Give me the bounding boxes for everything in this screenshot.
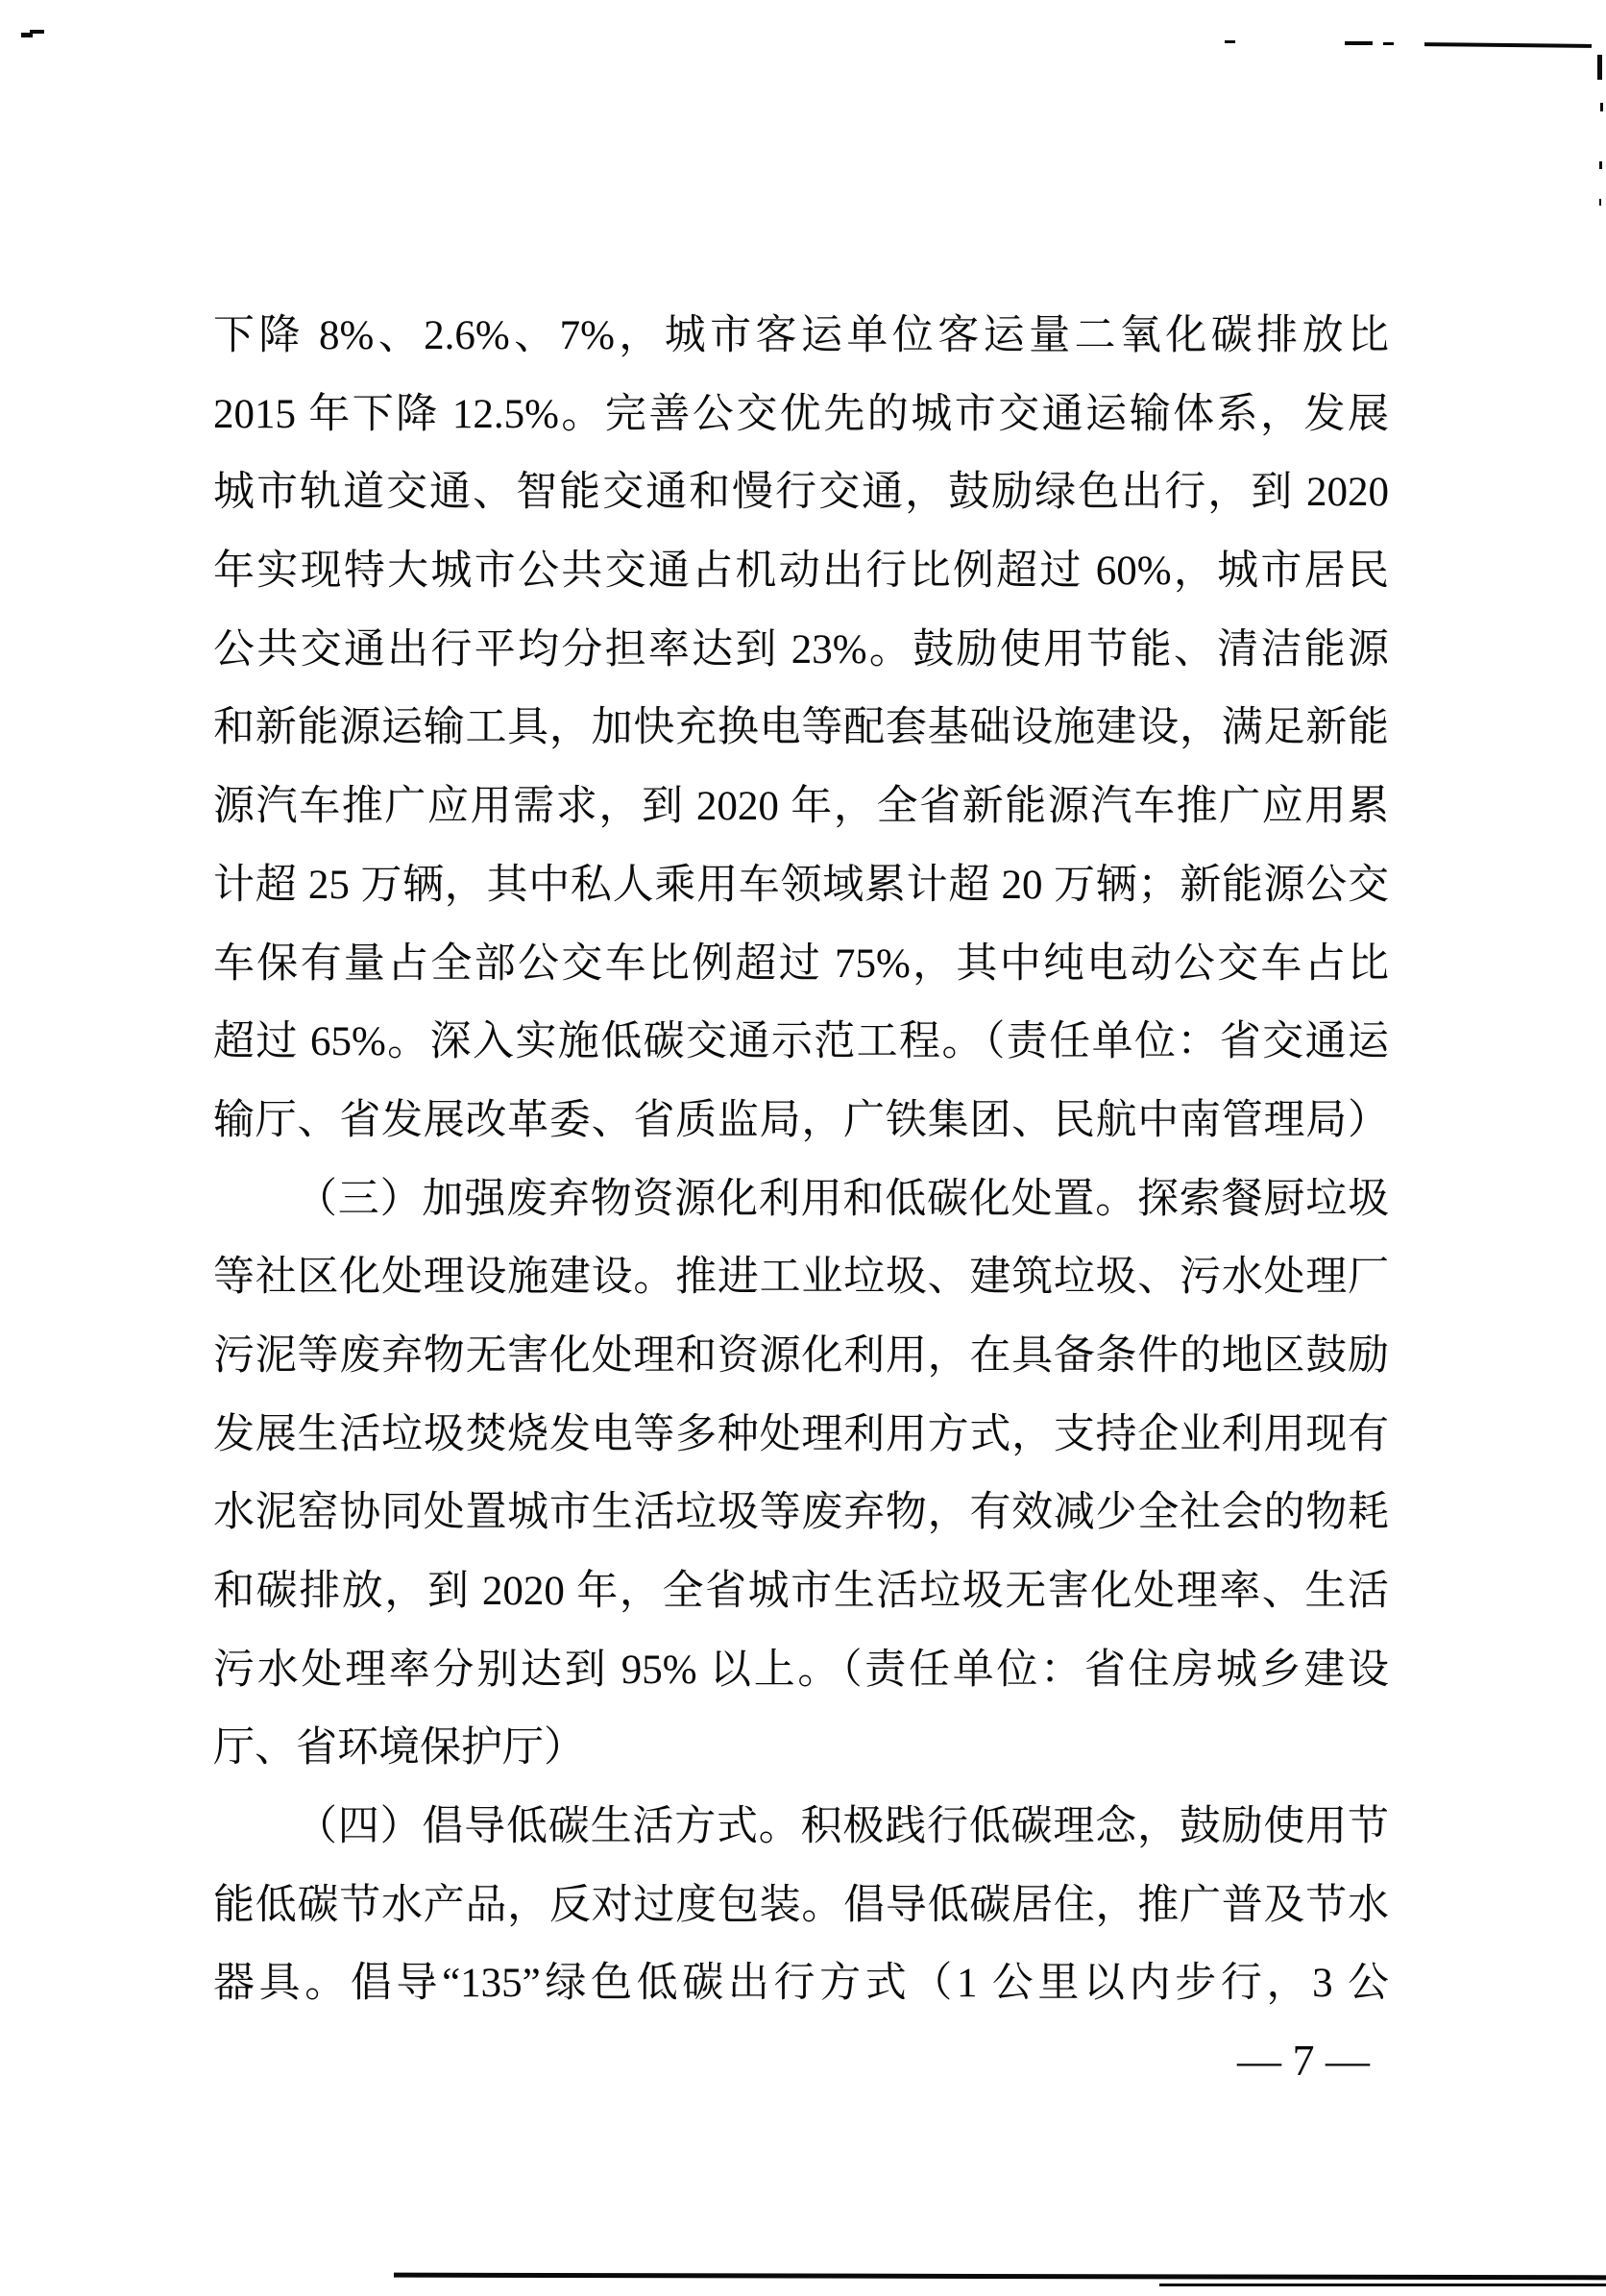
body-text xyxy=(213,297,1389,2023)
scan-artifact-top-right-line xyxy=(1424,42,1592,48)
text-line: 和新能源运输工具，加快充换电等配套基础设施建设，满足新能 xyxy=(213,705,1389,751)
scan-artifact-right-edge-dot xyxy=(1599,161,1602,169)
scan-artifact-right-edge-tick xyxy=(1597,55,1602,80)
text-line: 厅、省环境保护厅） xyxy=(213,1725,585,1771)
text-line: 水泥窑协同处置城市生活垃圾等废弃物，有效减少全社会的物耗 xyxy=(213,1490,1389,1536)
text-line: 输厅、省发展改革委、省质监局，广铁集团、民航中南管理局） xyxy=(213,1097,1389,1143)
scan-artifact-top-left-dash xyxy=(30,30,44,34)
text-line: 年实现特大城市公共交通占机动出行比例超过 60%，城市居民 xyxy=(213,549,1389,595)
text-line: 发展生活垃圾焚烧发电等多种处理利用方式，支持企业利用现有 xyxy=(213,1411,1389,1457)
text-line: 超过 65%。深入实施低碳交通示范工程。（责任单位：省交通运 xyxy=(213,1019,1389,1065)
text-line: 能低碳节水产品，反对过度包装。倡导低碳居住，推广普及节水 xyxy=(213,1882,1389,1928)
text-line: 污水处理率分别达到 95% 以上。（责任单位：省住房城乡建设 xyxy=(213,1647,1389,1693)
text-line: 城市轨道交通、智能交通和慢行交通，鼓励绿色出行，到 2020 xyxy=(213,470,1389,516)
text-line: 等社区化处理设施建设。推进工业垃圾、建筑垃圾、污水处理厂 xyxy=(213,1255,1389,1301)
scan-artifact-top-right-dash xyxy=(1225,40,1235,43)
text-line: 下降 8%、2.6%、7%，城市客运单位客运量二氧化碳排放比 xyxy=(213,313,1389,358)
text-line: 计超 25 万辆，其中私人乘用车领域累计超 20 万辆；新能源公交 xyxy=(213,862,1389,908)
scan-artifact-bottom-line xyxy=(394,2273,1606,2281)
text-line: 污泥等废弃物无害化处理和资源化利用，在具备条件的地区鼓励 xyxy=(213,1332,1389,1379)
scan-artifact-bottom-line xyxy=(1159,2284,1606,2286)
text-line: 和碳排放，到 2020 年，全省城市生活垃圾无害化处理率、生活 xyxy=(213,1569,1389,1614)
scan-artifact-top-right-dash xyxy=(1383,42,1394,45)
scan-artifact-right-edge-dot xyxy=(1599,199,1601,206)
text-line: 2015 年下降 12.5%。完善公交优先的城市交通运输体系，发展 xyxy=(213,391,1389,437)
scan-artifact-top-right-dash xyxy=(1345,41,1373,45)
text-line: 源汽车推广应用需求，到 2020 年，全省新能源汽车推广应用累 xyxy=(213,784,1389,830)
page-number: — 7 — xyxy=(1237,2036,1370,2085)
text-line: 公共交通出行平均分担率达到 23%。鼓励使用节能、清洁能源 xyxy=(213,626,1389,672)
scan-artifact-right-edge-dot xyxy=(1600,103,1603,111)
text-line: （四）倡导低碳生活方式。积极践行低碳理念，鼓励使用节 xyxy=(296,1804,1389,1850)
text-line: （三）加强废弃物资源化利用和低碳化处置。探索餐厨垃圾 xyxy=(296,1176,1389,1222)
text-line: 车保有量占全部公交车比例超过 75%，其中纯电动公交车占比 xyxy=(213,940,1389,987)
text-line: 器具。倡导“135”绿色低碳出行方式（1 公里以内步行，3 公 xyxy=(213,1961,1389,2007)
